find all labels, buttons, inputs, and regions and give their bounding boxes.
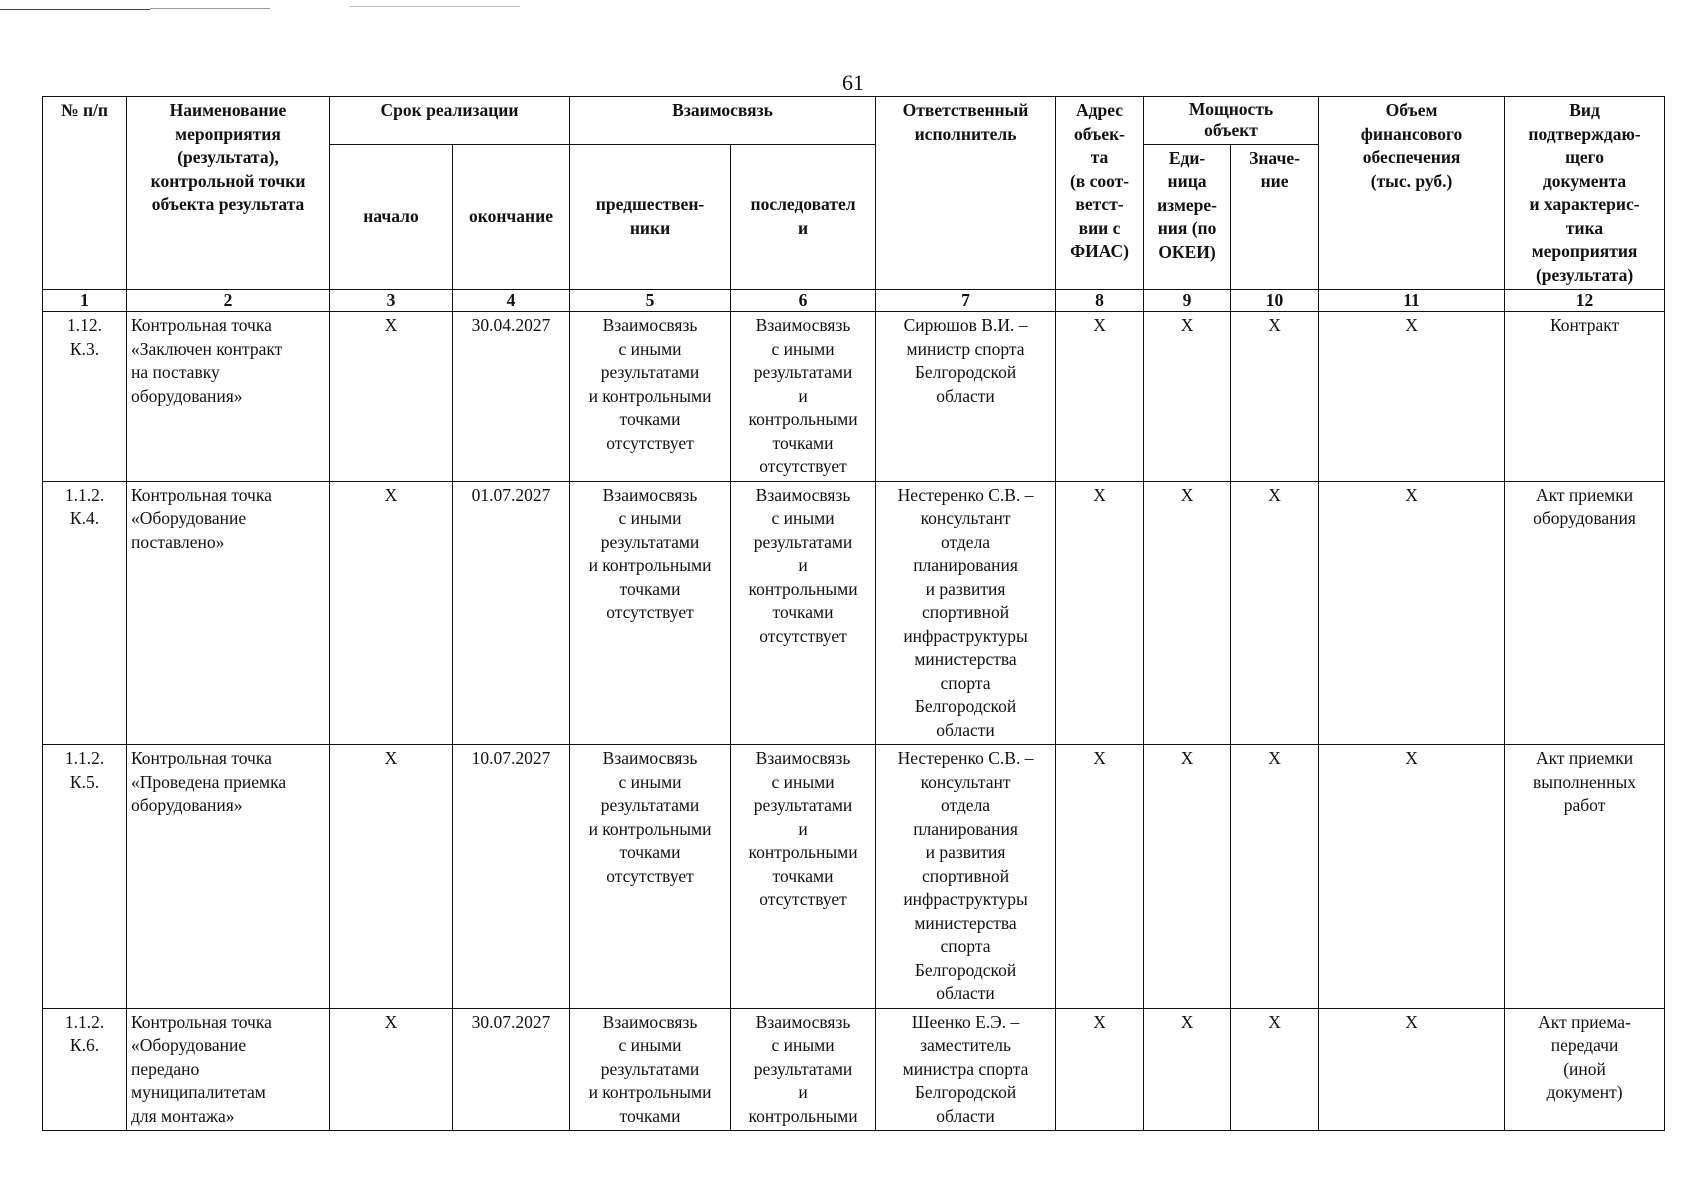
column-number: 1: [43, 290, 127, 312]
table-row: [43, 312, 1665, 482]
cell-end: 10.07.2027: [453, 745, 570, 1009]
cell-next: Взаимосвязь с иными результатами и контрольными точками отсутствует: [731, 481, 876, 745]
column-number: 10: [1231, 290, 1319, 312]
cell-num: 1.1.2. К.6.: [43, 1008, 127, 1131]
cell-unit: X: [1144, 481, 1231, 745]
cell-responsible: Сирюшов В.И. – министр спорта Белгородской области: [876, 312, 1056, 482]
cell-doc: Контракт: [1505, 312, 1665, 482]
cell-value: X: [1231, 481, 1319, 745]
cell-unit: X: [1144, 312, 1231, 482]
header-name: Наименование мероприятия (результата), контрольной точки объекта результата: [127, 97, 330, 290]
cell-name: Контрольная точка «Проведена приемка оборудования»: [127, 745, 330, 1009]
cell-name: Контрольная точка «Заключен контракт на поставку оборудования»: [127, 312, 330, 482]
header-term-end: окончание: [453, 144, 570, 289]
cell-address: X: [1056, 481, 1144, 745]
cell-doc: Акт приема- передачи (иной документ): [1505, 1008, 1665, 1131]
header-capacity-value: Значе- ние: [1231, 144, 1319, 289]
cell-value: X: [1231, 1008, 1319, 1131]
header-term: Срок реализации: [330, 97, 570, 145]
scan-artifact-line: [0, 9, 150, 10]
cell-prev: Взаимосвязь с иными результатами и контрольными точками: [570, 1008, 731, 1131]
cell-end: 30.07.2027: [453, 1008, 570, 1131]
cell-unit: X: [1144, 745, 1231, 1009]
header-doc-type: Вид подтверждаю- щего документа и характерис- тика мероприятия (результата): [1505, 97, 1665, 290]
cell-responsible: Нестеренко С.В. – консультант отдела планирования и развития спортивной инфраструктуры министерства спорта Белгородской области: [876, 745, 1056, 1009]
table-row: [43, 1008, 1665, 1131]
cell-prev: Взаимосвязь с иными результатами и контрольными точками отсутствует: [570, 312, 731, 482]
cell-responsible: Шеенко Е.Э. – заместитель министра спорта Белгородской области: [876, 1008, 1056, 1131]
header-capacity-unit: Еди- ница измере- ния (по ОКЕИ): [1144, 144, 1231, 289]
header-term-start: начало: [330, 144, 453, 289]
header-num: № п/п: [43, 97, 127, 290]
cell-start: X: [330, 1008, 453, 1131]
cell-num: 1.12. К.3.: [43, 312, 127, 482]
column-number: 5: [570, 290, 731, 312]
cell-num: 1.1.2. К.5.: [43, 745, 127, 1009]
cell-address: X: [1056, 312, 1144, 482]
column-number: 3: [330, 290, 453, 312]
column-number: 6: [731, 290, 876, 312]
header-link-next: последовател и: [731, 144, 876, 289]
header-address: Адрес объек- та (в соот- ветст- вии с ФИАС): [1056, 97, 1144, 290]
cell-address: X: [1056, 745, 1144, 1009]
cell-next: Взаимосвязь с иными результатами и контрольными: [731, 1008, 876, 1131]
cell-next: Взаимосвязь с иными результатами и контрольными точками отсутствует: [731, 312, 876, 482]
cell-value: X: [1231, 312, 1319, 482]
cell-start: X: [330, 481, 453, 745]
cell-end: 30.04.2027: [453, 312, 570, 482]
column-number: 8: [1056, 290, 1144, 312]
cell-finance: X: [1319, 481, 1505, 745]
column-number: 4: [453, 290, 570, 312]
column-number: 9: [1144, 290, 1231, 312]
implementation-plan-table: [42, 96, 1665, 1131]
table-row: [43, 745, 1665, 1009]
scan-artifact-line: [350, 6, 520, 7]
cell-finance: X: [1319, 1008, 1505, 1131]
cell-name: Контрольная точка «Оборудование передано муниципалитетам для монтажа»: [127, 1008, 330, 1131]
cell-unit: X: [1144, 1008, 1231, 1131]
cell-address: X: [1056, 1008, 1144, 1131]
cell-next: Взаимосвязь с иными результатами и контрольными точками отсутствует: [731, 745, 876, 1009]
column-number: 11: [1319, 290, 1505, 312]
cell-name: Контрольная точка «Оборудование поставлено»: [127, 481, 330, 745]
column-number: 2: [127, 290, 330, 312]
cell-num: 1.1.2. К.4.: [43, 481, 127, 745]
cell-doc: Акт приемки оборудования: [1505, 481, 1665, 745]
cell-responsible: Нестеренко С.В. – консультант отдела планирования и развития спортивной инфраструктуры министерства спорта Белгородской области: [876, 481, 1056, 745]
cell-value: X: [1231, 745, 1319, 1009]
column-number: 7: [876, 290, 1056, 312]
cell-start: X: [330, 745, 453, 1009]
cell-doc: Акт приемки выполненных работ: [1505, 745, 1665, 1009]
cell-end: 01.07.2027: [453, 481, 570, 745]
header-link-prev: предшествен- ники: [570, 144, 731, 289]
header-capacity: Мощность объект: [1144, 97, 1319, 145]
cell-start: X: [330, 312, 453, 482]
header-link: Взаимосвязь: [570, 97, 876, 145]
cell-finance: X: [1319, 745, 1505, 1009]
scan-artifact-line: [150, 8, 270, 9]
cell-prev: Взаимосвязь с иными результатами и контрольными точками отсутствует: [570, 481, 731, 745]
header-responsible: Ответственный исполнитель: [876, 97, 1056, 290]
header-finance: Объем финансового обеспечения (тыс. руб.): [1319, 97, 1505, 290]
page-number: 61: [842, 70, 864, 95]
cell-finance: X: [1319, 312, 1505, 482]
column-number: 12: [1505, 290, 1665, 312]
table-row: [43, 481, 1665, 745]
cell-prev: Взаимосвязь с иными результатами и контрольными точками отсутствует: [570, 745, 731, 1009]
